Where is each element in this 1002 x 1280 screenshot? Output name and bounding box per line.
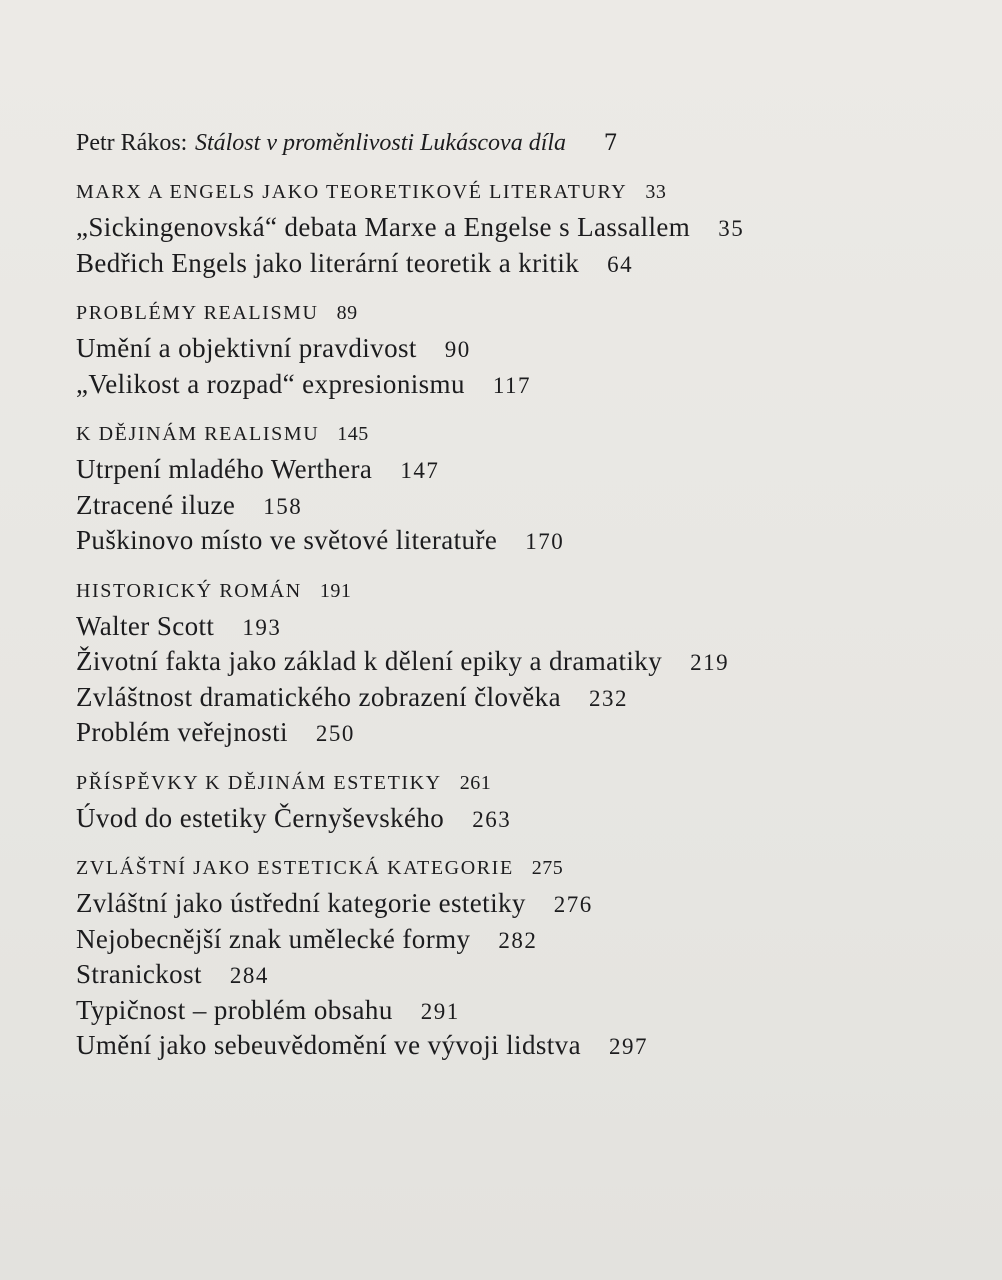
section-heading-title: PŘÍSPĚVKY K DĚJINÁM ESTETIKY — [76, 771, 442, 794]
entry-page-number: 64 — [607, 251, 634, 277]
section-heading — [76, 174, 956, 210]
entry-page-number: 219 — [690, 650, 730, 675]
intro-page-number: 7 — [603, 131, 618, 156]
intro-title: Stálost v proměnlivosti Lukáscova díla — [194, 130, 567, 156]
section-heading-title: PROBLÉMY REALISMU — [76, 302, 319, 324]
entry-title: Nejobecnější znak umělecké formy — [76, 923, 471, 954]
entry-page-number: 90 — [444, 337, 471, 362]
entry-title: Zvláštnost dramatického zobrazení člověka — [76, 681, 561, 712]
toc-entry — [76, 488, 956, 524]
toc-entry — [76, 246, 956, 282]
entry-title: Bedřich Engels jako literární teoretik a kritik — [76, 247, 580, 278]
toc-entry — [76, 609, 956, 645]
entry-title: Životní fakta jako základ k dělení epiky a dramatiky — [76, 646, 663, 676]
entry-page-number: 193 — [242, 614, 282, 640]
toc-entry — [76, 210, 956, 246]
entry-page-number: 35 — [718, 216, 745, 241]
toc-entry — [76, 367, 956, 403]
sections-container — [76, 174, 956, 1064]
toc-entry — [76, 452, 956, 488]
intro-author: Petr Rákos: — [76, 130, 188, 156]
entry-title: Umění jako sebeuvědomění ve vývoji lidstva — [76, 1030, 581, 1060]
entry-page-number: 158 — [263, 493, 303, 519]
entry-page-number: 232 — [588, 685, 628, 711]
section-heading — [76, 850, 956, 886]
toc-section — [76, 174, 956, 281]
entry-page-number: 263 — [472, 806, 512, 832]
toc-entry — [76, 993, 956, 1029]
toc-section — [76, 295, 956, 402]
toc-entry — [76, 957, 956, 993]
section-page-number: 33 — [645, 181, 667, 203]
section-heading-title: MARX A ENGELS JAKO TEORETIKOVÉ LITERATURY — [76, 181, 628, 203]
entry-title: „Sickingenovská“ debata Marxe a Engelse s Lassallem — [76, 212, 691, 242]
entry-page-number: 147 — [400, 458, 440, 483]
toc-entry — [76, 801, 956, 837]
entry-page-number: 170 — [525, 529, 565, 554]
section-page-number: 275 — [531, 857, 564, 879]
entry-title: Ztracené iluze — [76, 489, 236, 520]
entry-title: Puškinovo místo ve světové literatuře — [76, 525, 498, 555]
toc-entry — [76, 1028, 956, 1064]
toc-section — [76, 850, 956, 1064]
entry-title: Problém veřejnosti — [76, 717, 288, 747]
entry-title: Umění a objektivní pravdivost — [76, 333, 417, 363]
entry-title: „Velikost a rozpad“ expresionismu — [76, 368, 465, 399]
toc-entry — [76, 680, 956, 716]
entry-page-number: 282 — [498, 927, 538, 953]
toc-section — [76, 765, 956, 837]
toc-section — [76, 416, 956, 559]
entry-page-number: 250 — [315, 721, 355, 746]
toc-entry — [76, 523, 956, 559]
section-page-number: 191 — [319, 579, 352, 602]
entry-title: Typičnost – problém obsahu — [76, 994, 393, 1025]
toc-entry — [76, 644, 956, 680]
intro-entry — [76, 122, 956, 162]
section-page-number: 89 — [336, 302, 358, 324]
entry-title: Utrpení mladého Werthera — [76, 454, 373, 484]
section-heading — [76, 295, 956, 331]
entry-page-number: 284 — [229, 963, 269, 988]
entry-page-number: 276 — [553, 892, 593, 917]
toc-entry — [76, 715, 956, 751]
section-heading — [76, 416, 956, 452]
toc-entry — [76, 922, 956, 958]
entry-page-number: 291 — [420, 998, 460, 1024]
section-page-number: 145 — [337, 423, 369, 445]
entry-title: Úvod do estetiky Černyševského — [76, 802, 445, 833]
table-of-contents — [76, 122, 956, 1064]
toc-section — [76, 573, 956, 751]
entry-page-number: 297 — [608, 1034, 648, 1059]
entry-page-number: 117 — [492, 372, 531, 398]
section-heading — [76, 765, 956, 801]
entry-title: Stranickost — [76, 959, 202, 989]
section-heading — [76, 573, 956, 609]
toc-entry — [76, 331, 956, 367]
section-heading-title: HISTORICKÝ ROMÁN — [76, 579, 302, 602]
section-page-number: 261 — [459, 771, 492, 794]
entry-title: Walter Scott — [76, 610, 215, 641]
section-heading-title: ZVLÁŠTNÍ JAKO ESTETICKÁ KATEGORIE — [76, 857, 514, 879]
entry-title: Zvláštní jako ústřední kategorie estetiky — [76, 888, 526, 918]
toc-entry — [76, 886, 956, 922]
section-heading-title: K DĚJINÁM REALISMU — [76, 423, 320, 445]
